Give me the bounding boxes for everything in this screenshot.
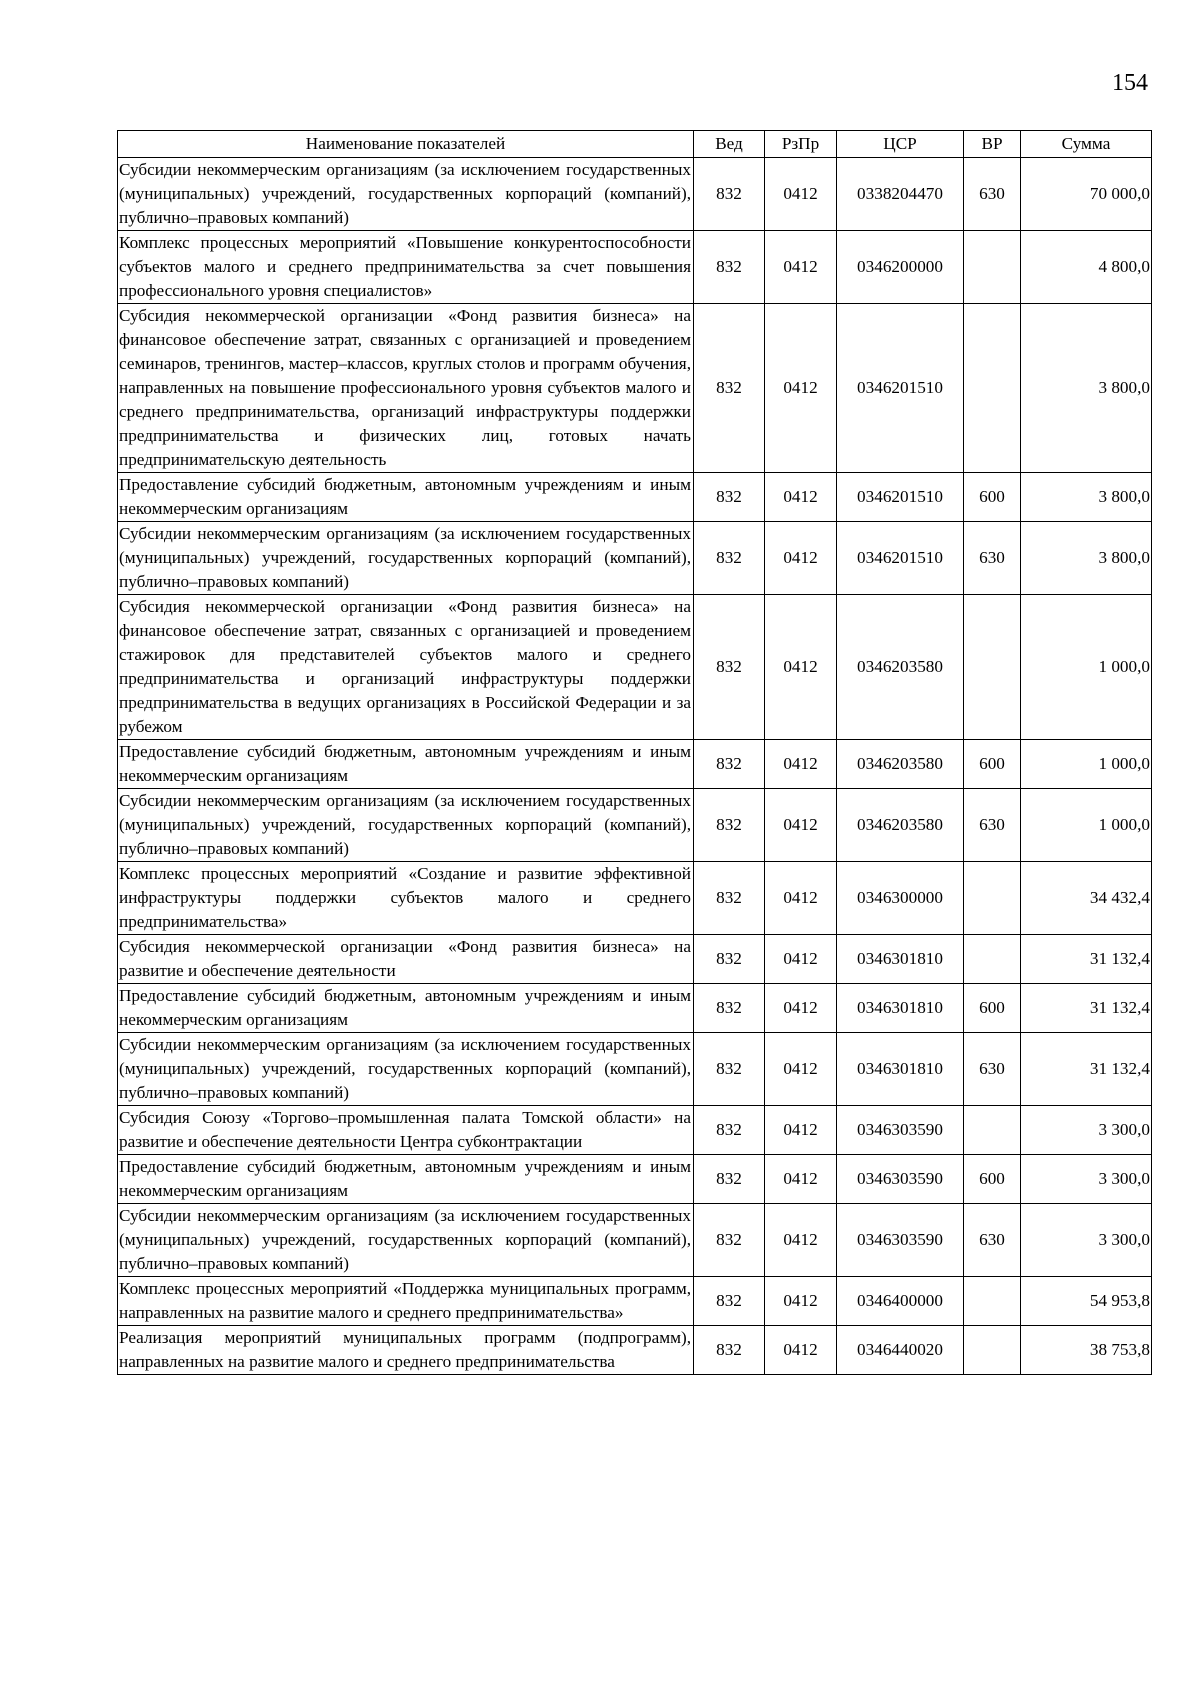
row-ved: 832 (694, 1204, 765, 1277)
table-row (118, 158, 1152, 231)
row-csr: 0346440020 (837, 1326, 964, 1375)
table-row (118, 1155, 1152, 1204)
row-vr: 630 (964, 1204, 1021, 1277)
row-name: Комплекс процессных мероприятий «Повышение конкурентоспособности субъектов малого и среднего предпринимательства за счет повышения профессионального уровня специалистов» (118, 231, 694, 304)
table-row (118, 595, 1152, 740)
row-rzpr: 0412 (765, 935, 837, 984)
header-vr: ВР (964, 131, 1021, 158)
row-csr: 0346301810 (837, 935, 964, 984)
row-rzpr: 0412 (765, 304, 837, 473)
row-name: Субсидии некоммерческим организациям (за исключением государственных (муниципальных) учреждений, государственных корпораций (компаний), публично–правовых компаний) (118, 158, 694, 231)
row-rzpr: 0412 (765, 862, 837, 935)
row-csr: 0346303590 (837, 1106, 964, 1155)
row-csr: 0346301810 (837, 1033, 964, 1106)
row-ved: 832 (694, 473, 765, 522)
row-vr (964, 935, 1021, 984)
row-rzpr: 0412 (765, 1155, 837, 1204)
table-row (118, 740, 1152, 789)
row-sum: 31 132,4 (1021, 984, 1152, 1033)
table-header-row (118, 131, 1152, 158)
table-row (118, 1033, 1152, 1106)
row-name: Субсидия некоммерческой организации «Фонд развития бизнеса» на финансовое обеспечение затрат, связанных с организацией и проведением семинаров, тренингов, мастер–классов, круглых столов и программ обучения, направленных на повышение профессионального уровня субъектов малого и среднего предпринимательства, организаций инфраструктуры поддержки предпринимательства и физических лиц, готовых начать предпринимательскую деятельность (118, 304, 694, 473)
header-name: Наименование показателей (118, 131, 694, 158)
row-vr: 600 (964, 473, 1021, 522)
row-ved: 832 (694, 1326, 765, 1375)
row-ved: 832 (694, 862, 765, 935)
header-sum: Сумма (1021, 131, 1152, 158)
row-name: Субсидия некоммерческой организации «Фонд развития бизнеса» на развитие и обеспечение деятельности (118, 935, 694, 984)
row-rzpr: 0412 (765, 789, 837, 862)
header-csr: ЦСР (837, 131, 964, 158)
row-csr: 0346203580 (837, 740, 964, 789)
row-sum: 1 000,0 (1021, 789, 1152, 862)
row-ved: 832 (694, 1106, 765, 1155)
row-name: Комплекс процессных мероприятий «Создание и развитие эффективной инфраструктуры поддержки субъектов малого и среднего предпринимательства» (118, 862, 694, 935)
table-row (118, 473, 1152, 522)
row-name: Предоставление субсидий бюджетным, автономным учреждениям и иным некоммерческим организациям (118, 740, 694, 789)
row-rzpr: 0412 (765, 473, 837, 522)
row-sum: 34 432,4 (1021, 862, 1152, 935)
row-ved: 832 (694, 1033, 765, 1106)
row-vr (964, 595, 1021, 740)
header-ved: Вед (694, 131, 765, 158)
row-rzpr: 0412 (765, 1326, 837, 1375)
row-csr: 0338204470 (837, 158, 964, 231)
budget-table (117, 130, 1152, 1375)
row-vr (964, 1326, 1021, 1375)
row-vr: 630 (964, 158, 1021, 231)
row-sum: 1 000,0 (1021, 595, 1152, 740)
row-ved: 832 (694, 158, 765, 231)
row-sum: 3 300,0 (1021, 1155, 1152, 1204)
row-sum: 70 000,0 (1021, 158, 1152, 231)
row-vr (964, 304, 1021, 473)
row-rzpr: 0412 (765, 984, 837, 1033)
row-csr: 0346201510 (837, 522, 964, 595)
row-csr: 0346400000 (837, 1277, 964, 1326)
row-rzpr: 0412 (765, 1204, 837, 1277)
row-rzpr: 0412 (765, 1106, 837, 1155)
row-csr: 0346203580 (837, 789, 964, 862)
row-csr: 0346303590 (837, 1204, 964, 1277)
table-row (118, 1106, 1152, 1155)
page-number: 154 (1112, 70, 1148, 96)
row-vr (964, 1106, 1021, 1155)
row-vr: 630 (964, 522, 1021, 595)
row-name: Предоставление субсидий бюджетным, автономным учреждениям и иным некоммерческим организациям (118, 1155, 694, 1204)
row-ved: 832 (694, 595, 765, 740)
row-ved: 832 (694, 1155, 765, 1204)
row-ved: 832 (694, 1277, 765, 1326)
table-row (118, 1326, 1152, 1375)
row-name: Субсидии некоммерческим организациям (за исключением государственных (муниципальных) учреждений, государственных корпораций (компаний), публично–правовых компаний) (118, 522, 694, 595)
row-name: Субсидия некоммерческой организации «Фонд развития бизнеса» на финансовое обеспечение затрат, связанных с организацией и проведением стажировок для представителей субъектов малого и среднего предпринимательства и организаций инфраструктуры поддержки предпринимательства в ведущих организациях в Российской Федерации и за рубежом (118, 595, 694, 740)
row-csr: 0346201510 (837, 473, 964, 522)
row-sum: 3 800,0 (1021, 522, 1152, 595)
table-row (118, 1204, 1152, 1277)
row-sum: 31 132,4 (1021, 1033, 1152, 1106)
row-sum: 3 300,0 (1021, 1204, 1152, 1277)
row-vr: 630 (964, 1033, 1021, 1106)
row-ved: 832 (694, 984, 765, 1033)
row-vr (964, 231, 1021, 304)
table-row (118, 984, 1152, 1033)
row-sum: 38 753,8 (1021, 1326, 1152, 1375)
row-ved: 832 (694, 304, 765, 473)
table-row (118, 862, 1152, 935)
row-sum: 54 953,8 (1021, 1277, 1152, 1326)
table-row (118, 789, 1152, 862)
row-csr: 0346203580 (837, 595, 964, 740)
row-sum: 4 800,0 (1021, 231, 1152, 304)
row-rzpr: 0412 (765, 158, 837, 231)
row-name: Предоставление субсидий бюджетным, автономным учреждениям и иным некоммерческим организациям (118, 984, 694, 1033)
row-rzpr: 0412 (765, 1033, 837, 1106)
row-rzpr: 0412 (765, 740, 837, 789)
row-name: Субсидии некоммерческим организациям (за исключением государственных (муниципальных) учреждений, государственных корпораций (компаний), публично–правовых компаний) (118, 1204, 694, 1277)
row-csr: 0346201510 (837, 304, 964, 473)
row-csr: 0346300000 (837, 862, 964, 935)
row-rzpr: 0412 (765, 522, 837, 595)
header-rzpr: РзПр (765, 131, 837, 158)
table-row (118, 935, 1152, 984)
row-sum: 3 800,0 (1021, 304, 1152, 473)
row-sum: 3 800,0 (1021, 473, 1152, 522)
row-vr: 600 (964, 740, 1021, 789)
row-name: Предоставление субсидий бюджетным, автономным учреждениям и иным некоммерческим организациям (118, 473, 694, 522)
row-sum: 3 300,0 (1021, 1106, 1152, 1155)
row-ved: 832 (694, 522, 765, 595)
row-name: Субсидии некоммерческим организациям (за исключением государственных (муниципальных) учреждений, государственных корпораций (компаний), публично–правовых компаний) (118, 789, 694, 862)
row-name: Субсидии некоммерческим организациям (за исключением государственных (муниципальных) учреждений, государственных корпораций (компаний), публично–правовых компаний) (118, 1033, 694, 1106)
row-sum: 1 000,0 (1021, 740, 1152, 789)
row-rzpr: 0412 (765, 595, 837, 740)
table-row (118, 304, 1152, 473)
row-rzpr: 0412 (765, 1277, 837, 1326)
row-ved: 832 (694, 740, 765, 789)
row-vr: 600 (964, 984, 1021, 1033)
row-vr: 600 (964, 1155, 1021, 1204)
table-row (118, 522, 1152, 595)
row-name: Реализация мероприятий муниципальных программ (подпрограмм), направленных на развитие малого и среднего предпринимательства (118, 1326, 694, 1375)
row-csr: 0346200000 (837, 231, 964, 304)
row-vr (964, 1277, 1021, 1326)
row-vr (964, 862, 1021, 935)
row-ved: 832 (694, 789, 765, 862)
row-name: Субсидия Союзу «Торгово–промышленная палата Томской области» на развитие и обеспечение деятельности Центра субконтрактации (118, 1106, 694, 1155)
row-name: Комплекс процессных мероприятий «Поддержка муниципальных программ, направленных на развитие малого и среднего предпринимательства» (118, 1277, 694, 1326)
row-rzpr: 0412 (765, 231, 837, 304)
row-vr: 630 (964, 789, 1021, 862)
row-ved: 832 (694, 935, 765, 984)
row-sum: 31 132,4 (1021, 935, 1152, 984)
row-ved: 832 (694, 231, 765, 304)
row-csr: 0346303590 (837, 1155, 964, 1204)
table-row (118, 231, 1152, 304)
row-csr: 0346301810 (837, 984, 964, 1033)
table-row (118, 1277, 1152, 1326)
